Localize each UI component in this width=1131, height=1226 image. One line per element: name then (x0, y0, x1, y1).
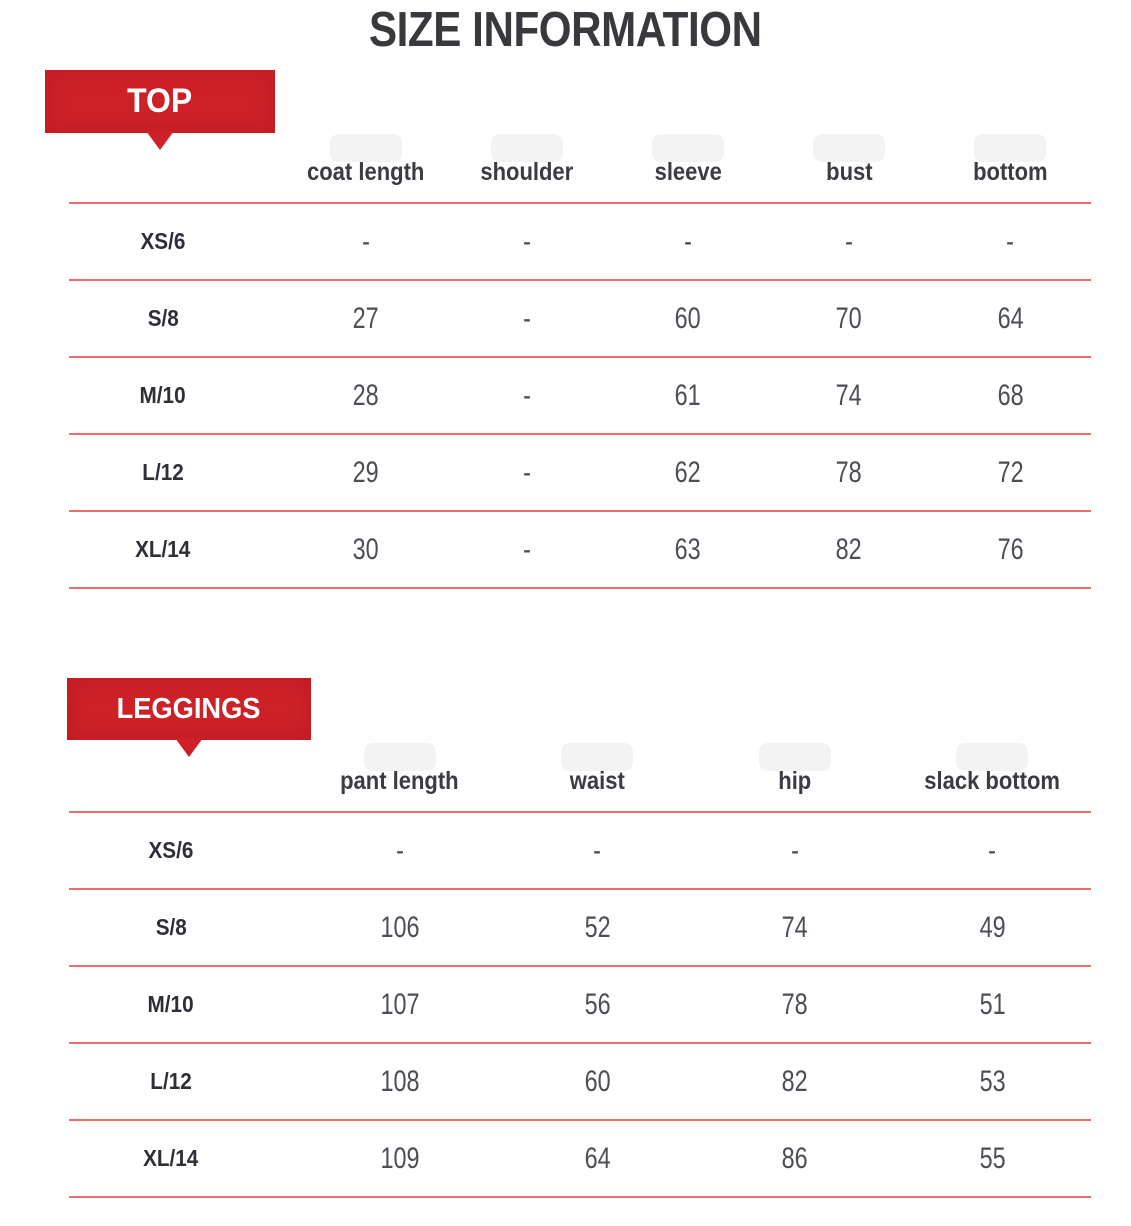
measurement-value: - (522, 532, 531, 566)
measurement-cell (301, 1043, 499, 1120)
measurement-cell (696, 1043, 894, 1120)
measurement-value: 82 (836, 532, 863, 566)
table-row (69, 812, 1091, 889)
measurement-value: 56 (584, 987, 611, 1021)
measurement-value: 70 (836, 301, 863, 335)
measurement-cell (930, 357, 1091, 434)
measurement-cell (696, 966, 894, 1043)
measurement-cell (499, 1043, 697, 1120)
size-label-text: L/12 (150, 1068, 192, 1094)
measurement-value: 27 (352, 301, 379, 335)
measurement-value: 68 (997, 378, 1024, 412)
measurement-value: 60 (674, 301, 701, 335)
measurement-cell (769, 280, 930, 357)
measurement-cell (930, 280, 1091, 357)
column-header (696, 742, 894, 812)
column-header (894, 742, 1092, 812)
column-header-label: hip (778, 767, 812, 795)
measurement-cell (894, 812, 1092, 889)
size-label-text: S/8 (155, 914, 187, 940)
measurement-cell (301, 889, 499, 966)
column-header-label: waist (569, 767, 625, 795)
measurement-value: - (593, 833, 602, 867)
header-row (69, 133, 1091, 203)
column-header (499, 742, 697, 812)
measurement-cell (894, 966, 1092, 1043)
measurement-value: 64 (584, 1141, 611, 1175)
table-row (69, 889, 1091, 966)
measurement-cell (930, 203, 1091, 280)
measurement-cell (930, 511, 1091, 588)
measurement-cell (696, 812, 894, 889)
size-label-text: XS/6 (148, 837, 194, 863)
measurement-cell (607, 203, 768, 280)
measurement-value: 60 (584, 1064, 611, 1098)
row-size-label (69, 203, 285, 280)
column-header (769, 133, 930, 203)
measurement-cell (285, 434, 446, 511)
table-row (69, 357, 1091, 434)
measurement-value: 55 (979, 1141, 1006, 1175)
measurement-value: - (684, 224, 692, 258)
measurement-cell (696, 1120, 894, 1197)
measurement-cell (446, 280, 607, 357)
column-header (607, 133, 768, 203)
measurement-value: 76 (997, 532, 1024, 566)
column-header (930, 133, 1091, 203)
measurement-value: 29 (352, 455, 379, 489)
row-size-label (69, 434, 285, 511)
measurement-cell (607, 511, 768, 588)
measurement-value: - (988, 833, 997, 867)
measurement-cell (769, 203, 930, 280)
size-table-top (69, 133, 1091, 589)
measurement-value: 74 (836, 378, 863, 412)
table-row (69, 511, 1091, 588)
row-size-label (69, 812, 301, 889)
column-header (301, 742, 499, 812)
measurement-cell (894, 1043, 1092, 1120)
size-label-text: XL/14 (135, 536, 191, 562)
table-row (69, 434, 1091, 511)
size-label-text: XS/6 (140, 228, 186, 254)
measurement-cell (607, 357, 768, 434)
measurement-value: - (522, 378, 531, 412)
measurement-value: 82 (781, 1064, 808, 1098)
column-header-label: pant length (340, 767, 460, 795)
size-label-text: L/12 (142, 459, 184, 485)
table-row (69, 203, 1091, 280)
measurement-value: 106 (380, 910, 420, 944)
measurement-cell (769, 434, 930, 511)
measurement-cell (769, 511, 930, 588)
header-row (69, 742, 1091, 812)
measurement-cell (301, 1120, 499, 1197)
measurement-value: 86 (781, 1141, 808, 1175)
measurement-value: 63 (674, 532, 701, 566)
table-row (69, 966, 1091, 1043)
size-table-leggings (69, 742, 1091, 1198)
measurement-cell (301, 812, 499, 889)
measurement-cell (446, 511, 607, 588)
measurement-value: - (522, 301, 531, 335)
measurement-value: 108 (380, 1064, 420, 1098)
measurement-value: - (522, 455, 531, 489)
size-column-spacer (69, 742, 301, 812)
measurement-value: 64 (997, 301, 1024, 335)
measurement-cell (285, 280, 446, 357)
measurement-value: 30 (352, 532, 379, 566)
measurement-cell (446, 357, 607, 434)
measurement-value: - (1006, 224, 1015, 258)
column-header-label: shoulder (480, 158, 574, 186)
row-size-label (69, 1120, 301, 1197)
table-row (69, 280, 1091, 357)
measurement-value: 52 (584, 910, 611, 944)
row-size-label (69, 966, 301, 1043)
column-header-label: sleeve (654, 158, 722, 186)
measurement-cell (607, 434, 768, 511)
leggings-badge-label: LEGGINGS (117, 693, 261, 725)
column-header (446, 133, 607, 203)
measurement-value: 78 (781, 987, 808, 1021)
measurement-cell (446, 434, 607, 511)
measurement-cell (499, 1120, 697, 1197)
column-header-label: coat length (306, 158, 425, 186)
table-row (69, 1120, 1091, 1197)
size-label-text: M/10 (139, 382, 187, 408)
measurement-value: 53 (979, 1064, 1006, 1098)
table-row (69, 1043, 1091, 1120)
leggings-section-badge (67, 678, 311, 740)
page-title-text: SIZE INFORMATION (369, 3, 762, 57)
measurement-cell (894, 1120, 1092, 1197)
measurement-value: 78 (836, 455, 863, 489)
measurement-value: - (522, 224, 531, 258)
measurement-value: 51 (979, 987, 1006, 1021)
measurement-value: 49 (979, 910, 1006, 944)
measurement-cell (499, 966, 697, 1043)
measurement-cell (607, 280, 768, 357)
measurement-value: 61 (674, 378, 701, 412)
column-header-label: bust (825, 158, 873, 186)
size-label-text: S/8 (147, 305, 179, 331)
measurement-value: 107 (380, 987, 420, 1021)
measurement-cell (769, 357, 930, 434)
top-badge-label: TOP (127, 82, 193, 120)
column-header (285, 133, 446, 203)
measurement-cell (696, 889, 894, 966)
row-size-label (69, 511, 285, 588)
measurement-value: - (790, 833, 799, 867)
size-label-text: M/10 (147, 991, 195, 1017)
row-size-label (69, 889, 301, 966)
measurement-value: 109 (380, 1141, 420, 1175)
measurement-value: - (845, 224, 854, 258)
size-label-text: XL/14 (143, 1145, 199, 1171)
row-size-label (69, 280, 285, 357)
measurement-cell (301, 966, 499, 1043)
column-header-label: bottom (973, 158, 1048, 186)
measurement-value: 28 (352, 378, 379, 412)
top-section-badge (45, 70, 275, 133)
measurement-cell (930, 434, 1091, 511)
measurement-cell (285, 357, 446, 434)
measurement-value: - (395, 833, 404, 867)
measurement-cell (499, 889, 697, 966)
measurement-value: 74 (781, 910, 808, 944)
measurement-cell (499, 812, 697, 889)
measurement-cell (285, 203, 446, 280)
measurement-value: - (361, 224, 370, 258)
measurement-value: 62 (674, 455, 701, 489)
measurement-cell (446, 203, 607, 280)
measurement-cell (285, 511, 446, 588)
measurement-value: 72 (997, 455, 1024, 489)
size-column-spacer (69, 133, 285, 203)
row-size-label (69, 1043, 301, 1120)
column-header-label: slack bottom (924, 767, 1061, 795)
row-size-label (69, 357, 285, 434)
page-title (0, 2, 1131, 58)
measurement-cell (894, 889, 1092, 966)
